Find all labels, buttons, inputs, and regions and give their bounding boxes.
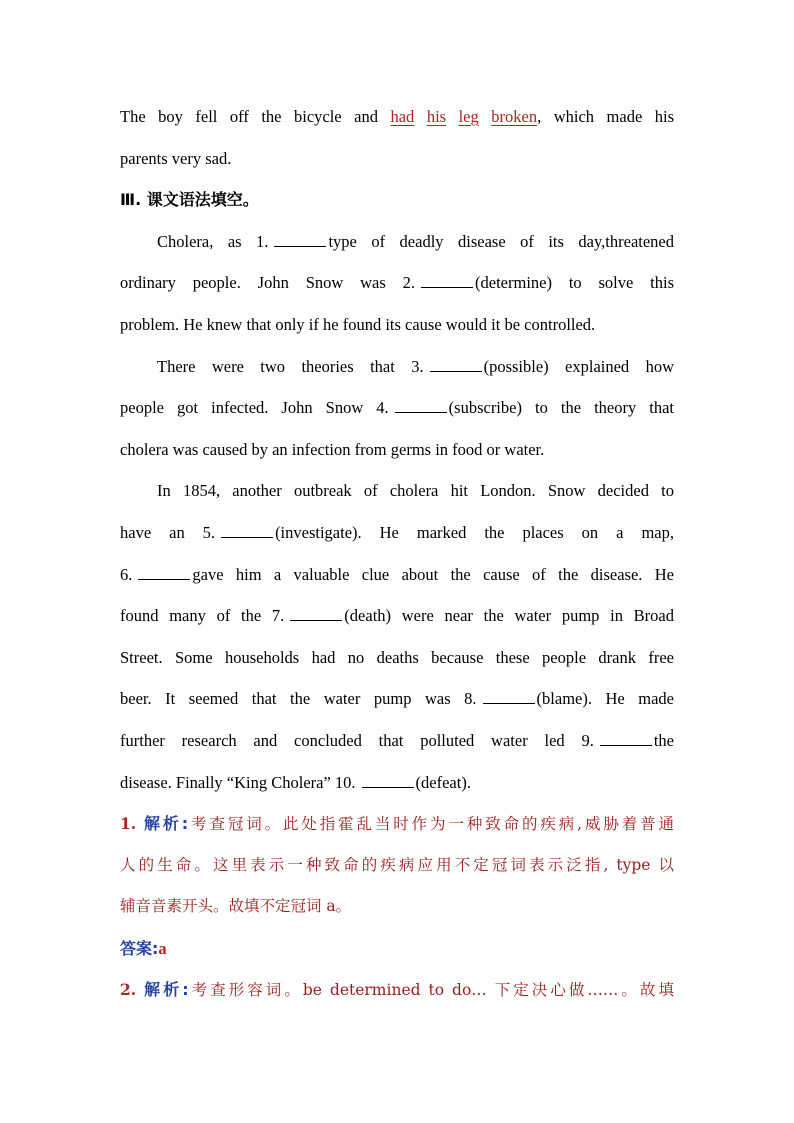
- answer-word: leg: [458, 107, 479, 126]
- answer-word: had: [390, 107, 415, 126]
- analysis-line: 辅音音素开头。故填不定冠词 a。: [120, 897, 352, 916]
- blank-8[interactable]: [483, 702, 535, 704]
- text: The boy fell off the bicycle and: [120, 107, 391, 126]
- passage-line: beer. It seemed that the water pump was 8. (blame). He made: [120, 689, 675, 709]
- analysis-label: 解析:: [144, 980, 189, 1000]
- blank-9[interactable]: [600, 744, 652, 746]
- blank-2[interactable]: [421, 286, 473, 288]
- document-page: [120, 96, 674, 1011]
- passage-line: In 1854, another outbreak of cholera hit London. Snow decided to: [157, 481, 674, 501]
- passage-line: Street. Some households had no deaths because these people drank free: [120, 647, 674, 667]
- text: , which made his: [537, 107, 675, 126]
- passage-line: further research and concluded that polluted water led 9. the: [120, 730, 674, 750]
- blank-1[interactable]: [274, 245, 326, 247]
- passage-line: ordinary people. John Snow was 2. (determine) to solve this: [120, 273, 674, 293]
- passage-line: cholera was caused by an infection from germs in food or water.: [120, 439, 545, 459]
- passage-line: disease. Finally “King Cholera” 10. (defeat).: [120, 772, 471, 792]
- analysis-label: 解析:: [144, 814, 189, 834]
- answer-value: a: [158, 938, 167, 958]
- section-title: Ⅲ. 课文语法填空。: [120, 190, 259, 210]
- analysis-line: 人的生命。这里表示一种致命的疾病应用不定冠词表示泛指, type 以: [120, 855, 674, 874]
- blank-10[interactable]: [362, 786, 414, 788]
- passage-line: Cholera, as 1. type of deadly disease of its day,threatened: [157, 231, 674, 251]
- passage-line: There were two theories that 3. (possible) explained how: [157, 356, 674, 376]
- passage-line: problem. He knew that only if he found its cause would it be controlled.: [120, 314, 596, 334]
- blank-3[interactable]: [430, 370, 482, 372]
- passage-line: found many of the 7. (death) were near the water pump in Broad: [120, 606, 674, 626]
- passage-line: people got infected. John Snow 4. (subscribe) to the theory that: [120, 398, 674, 418]
- analysis-line: 1. 解析:考查冠词。此处指霍乱当时作为一种致命的疾病,威胁着普通: [120, 814, 674, 834]
- intro-line-1: [120, 96, 674, 138]
- answer-label: 答案:: [120, 938, 159, 958]
- answer-line: [120, 928, 674, 970]
- blank-6[interactable]: [138, 578, 190, 580]
- passage-line: have an 5. (investigate). He marked the places on a map,: [120, 522, 674, 542]
- analysis-line: 2. 解析:考查形容词。be determined to do… 下定决心做……。故填: [120, 980, 674, 1000]
- answer-word: broken: [491, 107, 538, 126]
- intro-line-2: parents very sad.: [120, 148, 232, 168]
- blank-5[interactable]: [221, 536, 273, 538]
- passage-line: 6. gave him a valuable clue about the cause of the disease. He: [120, 564, 674, 584]
- answer-word: his: [426, 107, 447, 126]
- blank-4[interactable]: [395, 411, 447, 413]
- blank-7[interactable]: [290, 619, 342, 621]
